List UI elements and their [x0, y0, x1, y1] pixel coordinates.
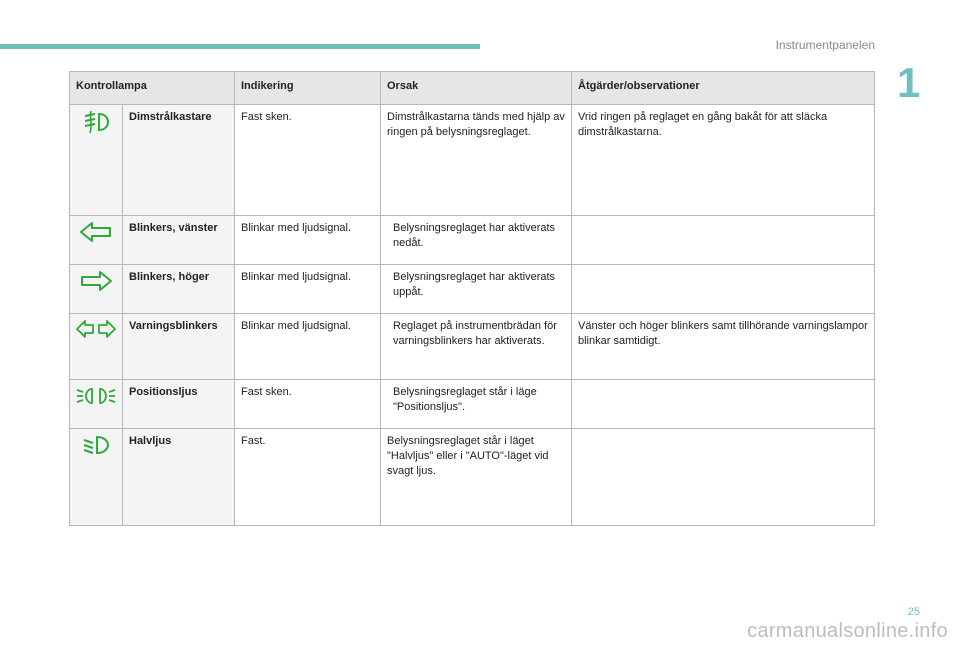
cause-cell: [381, 314, 572, 380]
action-cell: Vänster och höger blinkers samt tillhörande varningslampor blinkar samtidigt.: [572, 314, 875, 380]
table-row: [70, 380, 875, 429]
column-header: Indikering: [235, 72, 381, 105]
icon-cell: [70, 105, 123, 216]
lamp-name: Dimstrålkastare: [123, 105, 235, 216]
table-row: [70, 105, 875, 216]
indication-cell: Fast sken.: [235, 105, 381, 216]
cause-text: Belysningsreglaget har aktiverats nedåt.: [393, 222, 556, 249]
action-cell: Vrid ringen på reglaget en gång bakåt för att släcka dimstrålkastarna.: [572, 105, 875, 216]
indication-cell: Blinkar med ljudsignal.: [235, 216, 381, 265]
low-beam-icon: [81, 434, 111, 456]
hazard-arrows-icon: [76, 319, 116, 339]
cause-cell: [381, 380, 572, 429]
lamp-name: Blinkers, höger: [123, 265, 235, 314]
action-cell: [572, 265, 875, 314]
column-header: Kontrollampa: [70, 72, 235, 105]
column-header: Orsak: [381, 72, 572, 105]
lamp-name: Positionsljus: [123, 380, 235, 429]
header-accent-bar: [0, 44, 480, 49]
cause-text: Belysningsreglaget står i läge "Positionsljus".: [393, 386, 537, 413]
indication-cell: Blinkar med ljudsignal.: [235, 265, 381, 314]
icon-cell: [70, 216, 123, 265]
table-row: [70, 216, 875, 265]
cause-cell: [381, 265, 572, 314]
icon-cell: [70, 380, 123, 429]
position-lights-icon: [76, 385, 116, 407]
cause-text: Reglaget på instrumentbrädan för varningsblinkers har aktiverats.: [393, 320, 557, 347]
section-title: Instrumentpanelen: [775, 38, 875, 52]
action-cell: [572, 216, 875, 265]
indication-cell: Blinkar med ljudsignal.: [235, 314, 381, 380]
icon-cell: [70, 429, 123, 526]
action-cell: [572, 429, 875, 526]
page-number: 25: [907, 606, 920, 618]
indication-cell: Fast.: [235, 429, 381, 526]
indication-cell: Fast sken.: [235, 380, 381, 429]
table-row: [70, 314, 875, 380]
table-header-row: [70, 72, 875, 105]
icon-cell: [70, 265, 123, 314]
icon-cell: [70, 314, 123, 380]
watermark: carmanualsonline.info: [747, 620, 948, 642]
chapter-number: 1: [897, 59, 921, 106]
right-arrow-icon: [79, 270, 113, 292]
lamp-name: Halvljus: [123, 429, 235, 526]
table-row: [70, 265, 875, 314]
cause-cell: Dimstrålkastarna tänds med hjälp av ringen på belysningsreglaget.: [381, 105, 572, 216]
fog-light-icon: [81, 110, 111, 134]
lamp-name: Varningsblinkers: [123, 314, 235, 380]
cause-text: Belysningsreglaget har aktiverats uppåt.: [393, 271, 556, 298]
column-header: Åtgärder/observationer: [572, 72, 875, 105]
left-arrow-icon: [79, 221, 113, 243]
table-row: [70, 429, 875, 526]
action-cell: [572, 380, 875, 429]
lamp-name: Blinkers, vänster: [123, 216, 235, 265]
cause-cell: [381, 216, 572, 265]
warning-lamp-table: [69, 71, 875, 526]
cause-cell: Belysningsreglaget står i läget "Halvljus" eller i "AUTO"-läget vid svagt ljus.: [381, 429, 572, 526]
